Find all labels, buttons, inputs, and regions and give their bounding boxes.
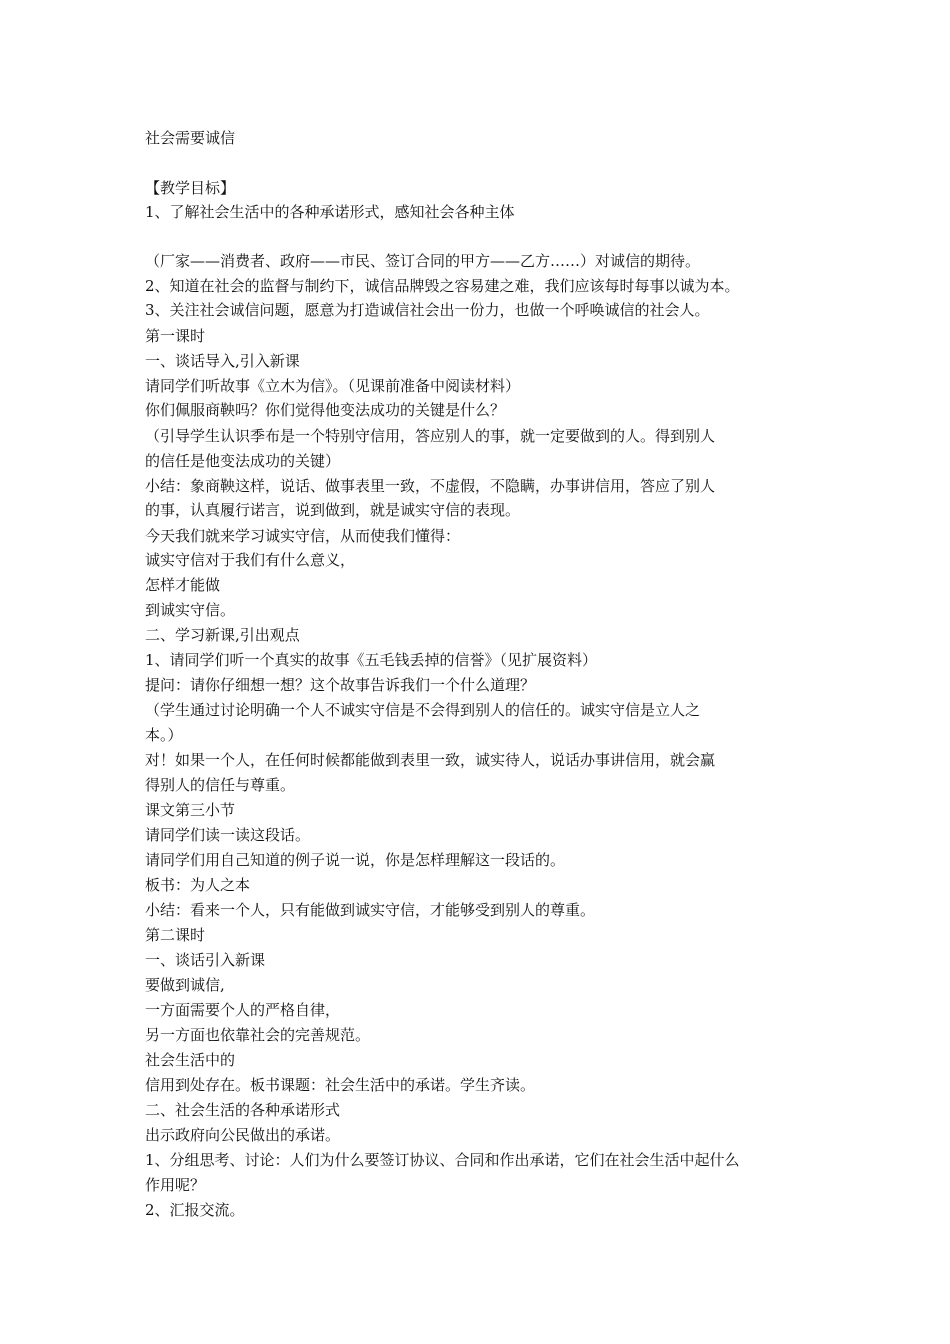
text-line: 得别人的信任与尊重。 (145, 776, 296, 794)
text-line: 今天我们就来学习诚实守信，从而使我们懂得： (145, 527, 461, 545)
text-line: 社会生活中的 (145, 1051, 236, 1069)
section-heading: 【教学目标】 (145, 179, 236, 197)
text-line: 的信任是他变法成功的关键） (145, 452, 341, 470)
text-line: 本。） (145, 726, 183, 744)
text-line: 3、关注社会诚信问题，愿意为打造诚信社会出一份力，也做一个呼唤诚信的社会人。 (145, 301, 710, 319)
text-line: 1、请同学们听一个真实的故事《五毛钱丢掉的信誉》（见扩展资料） (145, 651, 598, 669)
text-line: （学生通过讨论明确一个人不诚实守信是不会得到别人的信任的。诚实守信是立人之 (145, 701, 701, 719)
text-line: 请同学们用自己知道的例子说一说，你是怎样理解这一段话的。 (145, 851, 566, 869)
text-line: 提问：请你仔细想一想？这个故事告诉我们一个什么道理？ (145, 676, 536, 694)
text-line: 小结：象商鞅这样，说话、做事表里一致，不虚假，不隐瞒，办事讲信用，答应了别人 (145, 477, 716, 495)
text-line: 2、知道在社会的监督与制约下，诚信品牌毁之容易建之难，我们应该每时每事以诚为本。 (145, 277, 740, 295)
text-line: 另一方面也依靠社会的完善规范。 (145, 1026, 371, 1044)
text-line: 对！如果一个人，在任何时候都能做到表里一致，诚实待人，说话办事讲信用，就会赢 (145, 751, 716, 769)
text-line: （厂家——消费者、政府——市民、签订合同的甲方——乙方……）对诚信的期待。 (145, 252, 701, 270)
text-line: 要做到诚信, (145, 976, 225, 994)
text-line: 作用呢？ (145, 1176, 206, 1194)
text-line: 小结：看来一个人，只有能做到诚实守信，才能够受到别人的尊重。 (145, 901, 596, 919)
text-line: 请同学们听故事《立木为信》。（见课前准备中阅读材料） (145, 377, 521, 395)
text-line: 1、了解社会生活中的各种承诺形式，感知社会各种主体 (145, 203, 515, 221)
text-line: 1、分组思考、讨论：人们为什么要签订协议、合同和作出承诺，它们在社会生活中起什么 (145, 1151, 740, 1169)
text-line: 2、汇报交流。 (145, 1201, 245, 1219)
section-heading: 一、谈话引入新课 (145, 951, 266, 969)
text-line: 的事，认真履行诺言，说到做到，就是诚实守信的表现。 (145, 501, 521, 519)
text-line: 你们佩服商鞅吗？你们觉得他变法成功的关键是什么？ (145, 401, 506, 419)
text-line: 课文第三小节 (145, 801, 236, 819)
text-line: 一方面需要个人的严格自律， (145, 1001, 341, 1019)
section-heading: 第二课时 (145, 926, 206, 944)
text-line: 请同学们读一读这段话。 (145, 826, 311, 844)
text-line: 出示政府向公民做出的承诺。 (145, 1126, 341, 1144)
section-heading: 二、社会生活的各种承诺形式 (145, 1101, 341, 1119)
text-line: （引导学生认识季布是一个特别守信用，答应别人的事，就一定要做到的人。得到别人 (145, 427, 716, 445)
text-line: 怎样才能做 (145, 576, 221, 594)
text-line: 信用到处存在。板书课题：社会生活中的承诺。学生齐读。 (145, 1076, 536, 1094)
document-title: 社会需要诚信 (145, 129, 236, 147)
text-line: 到诚实守信。 (145, 601, 236, 619)
section-heading: 一、谈话导入,引入新课 (145, 352, 300, 370)
text-line: 板书：为人之本 (145, 876, 251, 894)
section-heading: 第一课时 (145, 327, 206, 345)
section-heading: 二、学习新课,引出观点 (145, 626, 300, 644)
text-line: 诚实守信对于我们有什么意义， (145, 551, 356, 569)
